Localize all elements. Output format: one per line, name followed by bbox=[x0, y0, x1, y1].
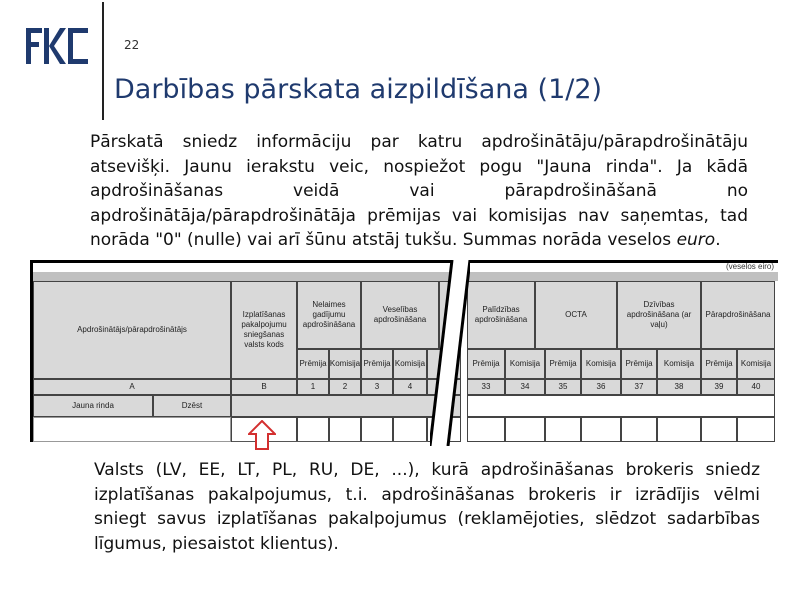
group-life-header: Dzīvības apdrošināšana (ar vaļu) bbox=[617, 281, 701, 349]
group-assistance-header: Palīdzības apdrošināšana bbox=[467, 281, 535, 349]
sub-commission-4: Komisija bbox=[393, 349, 427, 379]
col-num-4: 4 bbox=[393, 379, 427, 395]
column-break-slash bbox=[430, 260, 470, 446]
value-input-2[interactable] bbox=[329, 417, 361, 442]
sub-premium-37: Prēmija bbox=[621, 349, 657, 379]
value-input-1[interactable] bbox=[297, 417, 329, 442]
col-letter-b: B bbox=[231, 379, 297, 395]
value-input-34[interactable] bbox=[505, 417, 545, 442]
col-num-3: 3 bbox=[361, 379, 393, 395]
value-input-37[interactable] bbox=[621, 417, 657, 442]
col-letter-a: A bbox=[33, 379, 231, 395]
intro-paragraph bbox=[90, 130, 748, 253]
value-input-33[interactable] bbox=[467, 417, 505, 442]
col-country-header: Izplatīšanas pakalpojumu sniegšanas valsts kods bbox=[231, 281, 297, 379]
value-input-35[interactable] bbox=[545, 417, 581, 442]
slide-title: Darbības pārskata aizpildīšana (1/2) bbox=[114, 74, 603, 105]
value-input-40[interactable] bbox=[737, 417, 775, 442]
sub-commission-40: Komisija bbox=[737, 349, 775, 379]
insurer-input[interactable] bbox=[33, 417, 231, 442]
col-num-37: 37 bbox=[621, 379, 657, 395]
col-num-1: 1 bbox=[297, 379, 329, 395]
sub-premium-1: Prēmija bbox=[297, 349, 329, 379]
sub-commission-34: Komisija bbox=[505, 349, 545, 379]
col-num-33: 33 bbox=[467, 379, 505, 395]
value-input-38[interactable] bbox=[657, 417, 701, 442]
slide-number: 22 bbox=[124, 38, 140, 52]
header-divider bbox=[102, 2, 104, 120]
col-num-38: 38 bbox=[657, 379, 701, 395]
sub-premium-39: Prēmija bbox=[701, 349, 737, 379]
fktk-logo bbox=[26, 28, 88, 64]
report-sheet bbox=[30, 260, 778, 442]
delete-button[interactable]: Dzēst bbox=[153, 395, 231, 417]
button-row-filler bbox=[231, 395, 461, 417]
value-input-39[interactable] bbox=[701, 417, 737, 442]
value-input-36[interactable] bbox=[581, 417, 621, 442]
col-num-35: 35 bbox=[545, 379, 581, 395]
up-arrow-icon bbox=[248, 420, 276, 450]
sub-commission-38: Komisija bbox=[657, 349, 701, 379]
unit-note: (veselos eiro) bbox=[725, 262, 774, 271]
sub-premium-33: Prēmija bbox=[467, 349, 505, 379]
intro-italic: euro bbox=[676, 230, 716, 250]
sub-commission-2: Komisija bbox=[329, 349, 361, 379]
value-input-4[interactable] bbox=[393, 417, 427, 442]
sub-commission-36: Komisija bbox=[581, 349, 621, 379]
group-reinsurance-header: Pārapdrošināšana bbox=[701, 281, 775, 349]
intro-end: . bbox=[715, 230, 721, 250]
button-row-filler-right bbox=[467, 395, 775, 417]
col-num-39: 39 bbox=[701, 379, 737, 395]
sub-premium-35: Prēmija bbox=[545, 349, 581, 379]
intro-text: Pārskatā sniedz informāciju par katru apdrošinātāju/pārapdrošinātāju atsevišķi. Jaunu ierakstu veic, nospiežot pogu "Jauna rinda". Ja kādā apdrošināšanas veidā vai pārapdrošināšanā no apdrošinātāja/pārapdrošinātāja prēmijas vai komisijas nav saņemtas, tad norāda "0" (nulle) vai arī šūnu atstāj tukšu. Summas norāda veselos bbox=[90, 132, 748, 250]
col-num-36: 36 bbox=[581, 379, 621, 395]
country-paragraph: Valsts (LV, EE, LT, PL, RU, DE, ...), kurā apdrošināšanas brokeris sniedz izplatīšanas pakalpojumus, t.i. apdrošināšanas brokeris ir izrādījis vēlmi sniegt savus izplatīšanas pakalpojumus (reklamējoties, slēdzot sadarbības līgumus, piesaistot klientus). bbox=[94, 460, 760, 554]
group-octa-header: OCTA bbox=[535, 281, 617, 349]
col-num-2: 2 bbox=[329, 379, 361, 395]
col-insurer-header: Apdrošinātājs/pārapdrošinātājs bbox=[33, 281, 231, 379]
col-num-40: 40 bbox=[737, 379, 775, 395]
value-input-3[interactable] bbox=[361, 417, 393, 442]
col-num-34: 34 bbox=[505, 379, 545, 395]
new-row-button[interactable]: Jauna rinda bbox=[33, 395, 153, 417]
sub-premium-3: Prēmija bbox=[361, 349, 393, 379]
group-health-header: Veselības apdrošināšana bbox=[361, 281, 439, 349]
sheet-grid bbox=[30, 260, 778, 442]
group-accident-header: Nelaimes gadījumu apdrošināšana bbox=[297, 281, 361, 349]
